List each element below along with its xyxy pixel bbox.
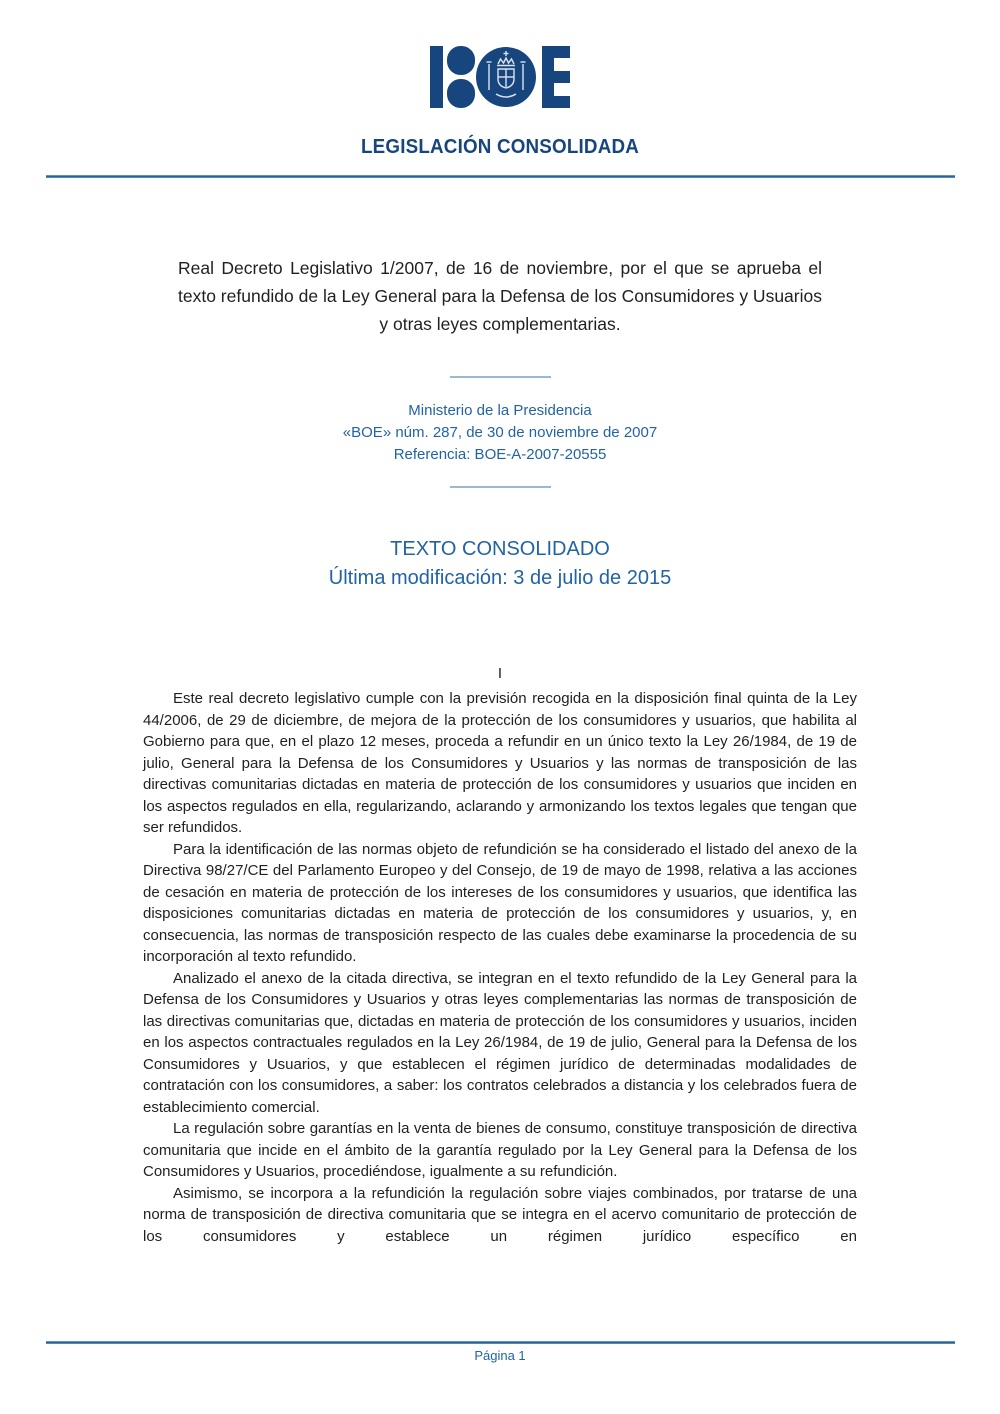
paragraph-4: La regulación sobre garantías en la venta de bienes de consumo, constituye transposición de directiva comunitaria que incide en el ámbito de la garantía regulado por la Ley General para la Defensa de los Consumidores y Usuarios, procediéndose, igualmente a su refundición. [143,1120,857,1180]
publication-meta [0,400,1000,466]
footer-rule [46,1341,955,1344]
consolidated-title: TEXTO CONSOLIDADO [390,538,610,560]
boe-issue-line: «BOE» núm. 287, de 30 de noviembre de 2007 [342,424,658,441]
boe-logo [430,46,570,108]
paragraph-2: Para la identificación de las normas objeto de refundición se ha considerado el listado del anexo de la Directiva 98/27/CE del Parlamento Europeo y del Consejo, de 19 de mayo de 1998, relativa a las acciones de cesación en materia de protección de los intereses de los consumidores y usuarios, que identifica las disposiciones comunitarias dictadas en materia de protección de los consumidores y usuarios, y, en consecuencia, las normas de transposición respecto de las cuales debe examinarse la procedencia de su incorporación al texto refundido. [143,840,857,965]
reference-line: Referencia: BOE-A-2007-20555 [393,446,607,463]
paragraph-5: Asimismo, se incorpora a la refundición la regulación sobre viajes combinados, por tratarse de una norma de transposición de directiva comunitaria que se integra en el acervo comunitario de protección de los consumidores y establece un régimen jurídico específico en [143,1184,857,1245]
header-rule [46,175,955,178]
section-number: I [497,665,503,682]
last-modified-line: Última modificación: 3 de julio de 2015 [328,567,672,589]
divider-top [450,376,551,378]
consolidated-heading [0,535,1000,593]
document-title: Real Decreto Legislativo 1/2007, de 16 de noviembre, por el que se aprueba el texto refundido de la Ley General para la Defensa de los Consumidores y Usuarios y otras leyes complementarias. [178,258,822,334]
document-body [143,688,857,1247]
ministry-line: Ministerio de la Presidencia [408,402,592,419]
page-number: Página 1 [474,1348,526,1363]
banner-title: LEGISLACIÓN CONSOLIDADA [361,136,639,158]
paragraph-3: Analizado el anexo de la citada directiva, se integran en el texto refundido de la Ley General para la Defensa de los Consumidores y Usuarios y otras leyes complementarias las normas de transposición de las directivas comunitarias que, dictadas en materia de protección de los consumidores y usuarios, inciden en los aspectos contractuales regulados en la Ley 26/1984, de 19 de julio, General para la Defensa de los Consumidores y Usuarios, y que establecen el régimen jurídico de determinadas modalidades de contratación con los consumidores, a saber: los contratos celebrados a distancia y los celebrados fuera de establecimiento comercial. [143,969,857,1116]
divider-bottom [450,486,551,488]
page-footer [0,1341,1000,1364]
paragraph-1: Este real decreto legislativo cumple con la previsión recogida en la disposición final quinta de la Ley 44/2006, de 29 de diciembre, de mejora de la protección de los consumidores y usuarios, que habilita al Gobierno para que, en el plazo 12 meses, proceda a refundir en un único texto la Ley 26/1984, de 19 de julio, General para la Defensa de los Consumidores y Usuarios y las normas de transposición de las directivas comunitarias dictadas en materia de protección de los consumidores y usuarios que inciden en los aspectos regulados en ella, regularizando, aclarando y armonizando los textos legales que tengan que ser refundidos. [143,690,857,836]
